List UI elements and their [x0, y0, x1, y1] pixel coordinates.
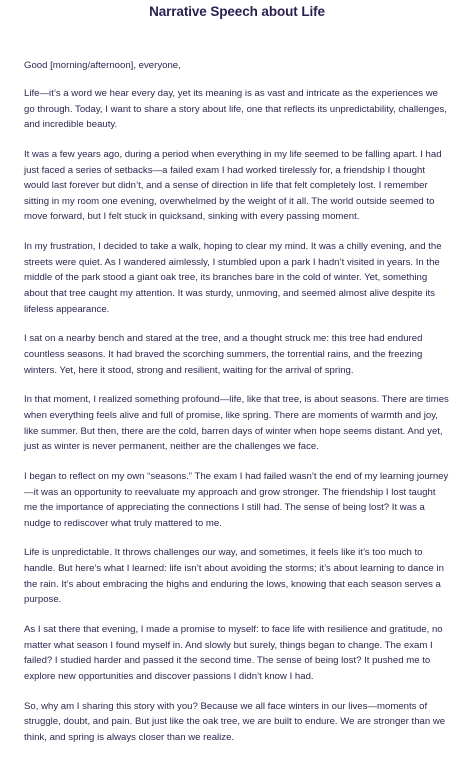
speech-body [24, 58, 450, 745]
paragraph-6: I began to reflect on my own “seasons.” The exam I had failed wasn’t the end of my learning journey—it was an opportunity to reevaluate my approach and grow stronger. The friendship I lost taught me the importance of appreciating the connections I still had. The sense of being lost? It was a nudge to rediscover what truly mattered to me. [24, 470, 449, 529]
paragraph-8: As I sat there that evening, I made a promise to myself: to face life with resilience and gratitude, no matter what season I found myself in. And slowly but surely, things began to change. The exam I failed? I studied harder and passed it the second time. The sense of being lost? It pushed me to explore new opportunities and discover passions I didn’t know I had. [24, 624, 443, 682]
paragraph-7: Life is unpredictable. It throws challenges our way, and sometimes, it feels like it’s too much to handle. But here’s what I learned: life isn’t about avoiding the storms; it’s about learning to dance in the rain. It’s about embracing the highs and enduring the lows, knowing that each season serves a purpose. [24, 547, 444, 606]
paragraph-2: It was a few years ago, during a period when everything in my life seemed to be falling apart. I had just faced a series of setbacks—a failed exam I had worked tirelessly for, a friendship I thought would last forever but didn’t, and a sense of direction in life that felt completely lost. I remember sitting in my room one evening, overwhelmed by the weight of it all. The world outside seemed to move forward, but I felt stuck in quicksand, sinking with every passing moment. [24, 149, 442, 223]
paragraph-4: I sat on a nearby bench and stared at the tree, and a thought struck me: this tree had endured countless seasons. It had braved the scorching summers, the torrential rains, and the freezing winters. Yet, here it stood, strong and resilient, waiting for the arrival of spring. [24, 333, 423, 376]
paragraph-3: In my frustration, I decided to take a walk, hoping to clear my mind. It was a chilly evening, and the streets were quiet. As I wandered aimlessly, I stumbled upon a park I hadn’t visited in years. In the middle of the park stood a giant oak tree, its branches bare in the cold of winter. Yet, something about that tree caught my attention. It was sturdy, unmoving, and seemed almost alive despite its lifeless appearance. [24, 241, 442, 315]
page-title: Narrative Speech about Life [149, 4, 325, 19]
greeting: Good [morning/afternoon], everyone, [24, 60, 181, 71]
paragraph-5: In that moment, I realized something profound—life, like that tree, is about seasons. There are times when everything feels alive and full of promise, like spring. There are moments of warmth and joy, like summer. But then, there are the cold, barren days of winter when hope seems distant. And yet, just as winter is never permanent, neither are the challenges we face. [24, 394, 449, 453]
paragraph-1: Life—it’s a word we hear every day, yet its meaning is as vast and intricate as the experiences we go through. Today, I want to share a story about life, one that reflects its unpredictability, challenges, and incredible beauty. [24, 88, 447, 131]
paragraph-9: So, why am I sharing this story with you? Because we all face winters in our lives—moments of struggle, doubt, and pain. But just like the oak tree, we are built to endure. We are stronger than we think, and spring is always closer than we realize. [24, 700, 446, 743]
